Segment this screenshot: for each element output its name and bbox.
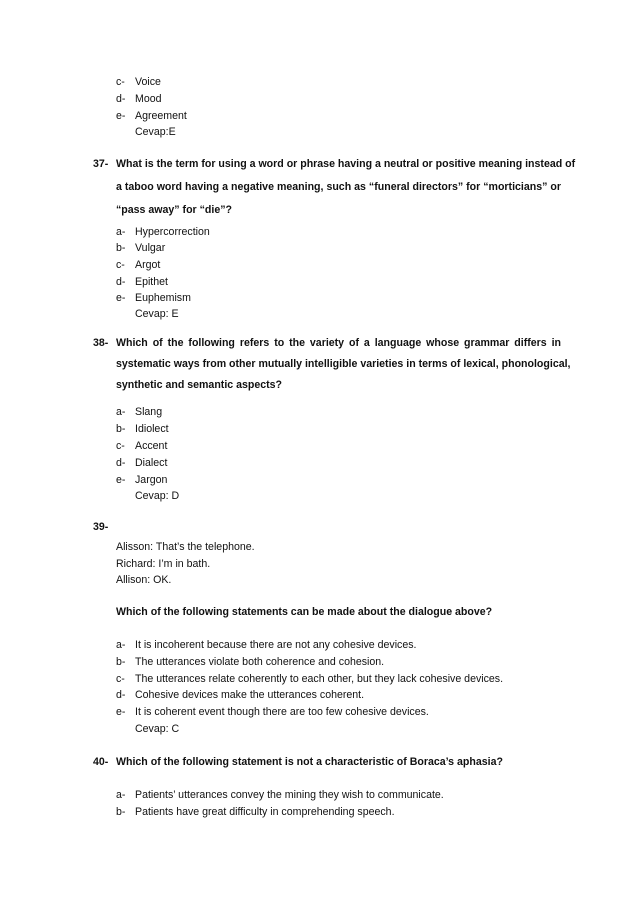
question-text: systematic ways from other mutually intelligible varieties in terms of lexical, phonological, (116, 358, 571, 370)
option-letter: d- (116, 689, 126, 701)
option-text: Jargon (135, 474, 168, 486)
option-letter: b- (116, 806, 126, 818)
option-letter: a- (116, 226, 126, 238)
question-text: “pass away” for “die”? (116, 204, 232, 216)
question-text: Which of the following refers to the variety of a language whose grammar differs in (116, 337, 561, 349)
option-letter: d- (116, 457, 126, 469)
option-letter: e- (116, 292, 126, 304)
dialogue-text: Richard: I’m in bath. (116, 558, 211, 570)
dialogue-text: Alisson: That’s the telephone. (116, 541, 255, 553)
question-text: Which of the following statement is not a characteristic of Boraca’s aphasia? (116, 756, 503, 768)
option-text: Slang (135, 406, 163, 418)
answer-text: Cevap: C (135, 723, 180, 735)
option-letter: b- (116, 423, 126, 435)
option-text: The utterances relate coherently to each other, but they lack cohesive devices. (135, 673, 504, 685)
option-text: It is incoherent because there are not any cohesive devices. (135, 639, 417, 651)
option-letter: c- (116, 76, 125, 88)
option-text: Voice (135, 76, 161, 88)
option-letter: b- (116, 656, 126, 668)
option-text: The utterances violate both coherence and cohesion. (135, 656, 385, 668)
option-text: Patients’ utterances convey the mining they wish to communicate. (135, 789, 444, 801)
option-letter: e- (116, 706, 126, 718)
question-text: Which of the following statements can be made about the dialogue above? (116, 606, 493, 618)
answer-text: Cevap: D (135, 490, 180, 502)
option-text: It is coherent event though there are too few cohesive devices. (135, 706, 429, 718)
option-text: Euphemism (135, 292, 191, 304)
option-letter: a- (116, 406, 126, 418)
option-letter: d- (116, 93, 126, 105)
option-text: Dialect (135, 457, 168, 469)
option-text: Mood (135, 93, 162, 105)
option-text: Accent (135, 440, 168, 452)
question-text: What is the term for using a word or phrase having a neutral or positive meaning instead of (116, 158, 576, 170)
option-text: Agreement (135, 110, 187, 122)
question-number: 39- (93, 521, 109, 533)
answer-text: Cevap:E (135, 126, 176, 138)
option-letter: c- (116, 259, 125, 271)
option-text: Idiolect (135, 423, 169, 435)
option-text: Epithet (135, 276, 168, 288)
option-letter: e- (116, 110, 126, 122)
option-letter: a- (116, 639, 126, 651)
option-text: Vulgar (135, 242, 166, 254)
option-letter: c- (116, 440, 125, 452)
question-number: 38- (93, 337, 109, 349)
option-letter: c- (116, 673, 125, 685)
option-letter: d- (116, 276, 126, 288)
question-text: a taboo word having a negative meaning, such as “funeral directors” for “morticians” or (116, 181, 561, 193)
option-text: Cohesive devices make the utterances coherent. (135, 689, 365, 701)
question-number: 40- (93, 756, 109, 768)
answer-text: Cevap: E (135, 308, 179, 320)
dialogue-text: Allison: OK. (116, 574, 172, 586)
option-text: Hypercorrection (135, 226, 210, 238)
question-text: synthetic and semantic aspects? (116, 379, 283, 391)
question-number: 37- (93, 158, 109, 170)
option-text: Argot (135, 259, 161, 271)
option-letter: e- (116, 474, 126, 486)
option-text: Patients have great difficulty in comprehending speech. (135, 806, 395, 818)
option-letter: a- (116, 789, 126, 801)
option-letter: b- (116, 242, 126, 254)
